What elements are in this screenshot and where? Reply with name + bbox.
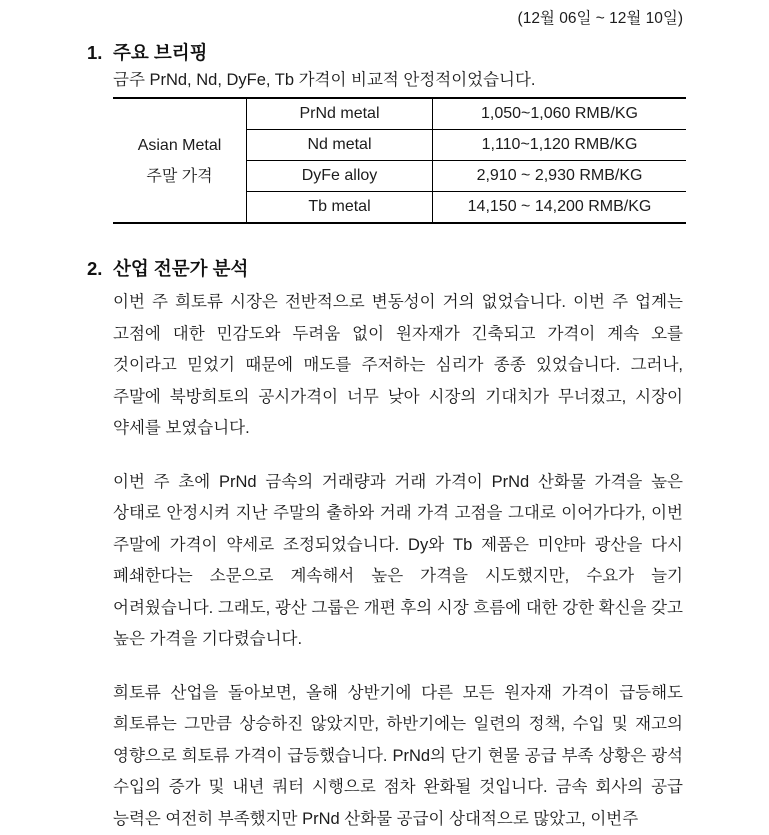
section2-title-text: 산업 전문가 분석 bbox=[113, 257, 248, 281]
source-name: Asian Metal bbox=[113, 130, 246, 161]
analysis-paragraph-1: 이번 주 희토류 시장은 전반적으로 변동성이 거의 없었습니다. 이번 주 업계는 고점에 대한 민감도와 두려움 없이 원자재가 긴축되고 가격이 계속 오를 것이라고 믿었기 때문에 매도를 주저하는 심리가 종종 있었습니다. 그러나, 주말에 북방희토의 공시가격이 너무 낮아 시장의 기대치가 무너졌고, 시장이 약세를 보였습니다. bbox=[113, 287, 683, 445]
price-table-source-cell bbox=[113, 98, 247, 223]
item-cell: Nd metal bbox=[247, 130, 433, 161]
section2-number: 2. bbox=[87, 257, 113, 281]
analysis-paragraph-3: 희토류 산업을 돌아보면, 올해 상반기에 다른 모든 원자재 가격이 급등해도 희토류는 그만큼 상승하진 않았지만, 하반기에는 일련의 정책, 수입 및 재고의 영향으로 희토류 가격이 급등했습니다. PrNd의 단기 현물 공급 부족 상황은 광석 수입의 증가 및 내년 쿼터 시행으로 점차 완화될 것입니다. 금속 회사의 공급 능력은 여전히 부족했지만 PrNd 산화물 공급이 상대적으로 많았고, 이번주 bbox=[113, 678, 683, 835]
price-cell: 1,050~1,060 RMB/KG bbox=[433, 98, 687, 130]
section-analysis bbox=[0, 257, 769, 835]
table-row bbox=[113, 98, 686, 130]
section1-heading bbox=[87, 41, 683, 65]
price-table bbox=[113, 97, 686, 224]
item-cell: Tb metal bbox=[247, 192, 433, 224]
section1-intro-text: 금주 PrNd, Nd, DyFe, Tb 가격이 비교적 안정적이었습니다. bbox=[113, 69, 683, 92]
price-cell: 1,110~1,120 RMB/KG bbox=[433, 130, 687, 161]
report-date-range: (12월 06일 ~ 12월 10일) bbox=[0, 0, 769, 29]
section1-number: 1. bbox=[87, 41, 113, 65]
analysis-paragraph-2: 이번 주 초에 PrNd 금속의 거래량과 거래 가격이 PrNd 산화물 가격을 높은 상태로 안정시켜 지난 주말의 출하와 거래 가격 고점을 그대로 이어가다가, 이번 주말에 가격이 약세로 조정되었습니다. Dy와 Tb 제품은 미얀마 광산을 다시 폐쇄한다는 소문으로 계속해서 높은 가격을 시도했지만, 수요가 늘기 어려웠습니다. 그래도, 광산 그룹은 개편 후의 시장 흐름에 대한 강한 확신을 갖고 높은 가격을 기다렸습니다. bbox=[113, 467, 683, 656]
price-cell: 2,910 ~ 2,930 RMB/KG bbox=[433, 161, 687, 192]
price-cell: 14,150 ~ 14,200 RMB/KG bbox=[433, 192, 687, 224]
section1-title-text: 주요 브리핑 bbox=[113, 41, 208, 65]
source-subtitle: 주말 가격 bbox=[113, 161, 246, 192]
section2-heading bbox=[87, 257, 683, 281]
section-briefing bbox=[0, 41, 769, 224]
item-cell: DyFe alloy bbox=[247, 161, 433, 192]
item-cell: PrNd metal bbox=[247, 98, 433, 130]
